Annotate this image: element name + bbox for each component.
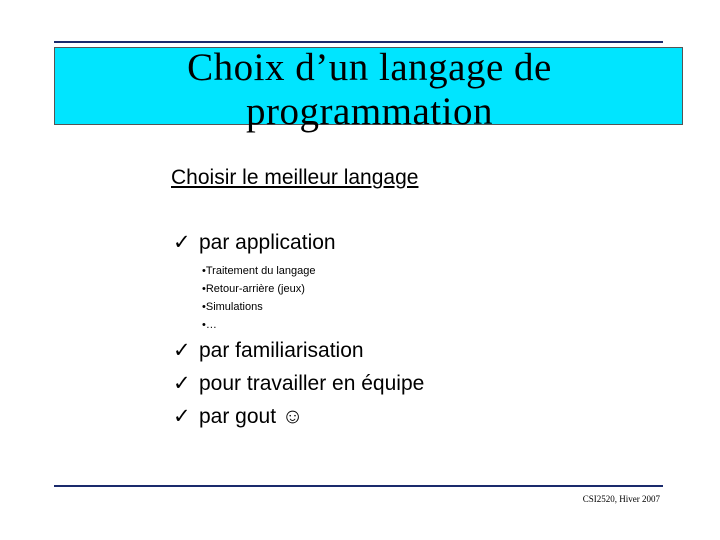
slide-subtitle: Choisir le meilleur langage [171, 166, 419, 189]
slide-title-line-1: Choix d’un langage de [187, 46, 552, 89]
check-item-label: par gout ☺ [199, 405, 304, 428]
check-item-gout [173, 404, 303, 429]
slide-title-line-2: programmation [246, 90, 493, 133]
bottom-rule [54, 485, 663, 487]
check-item-application [173, 230, 336, 255]
checkmark-icon: ✓ [173, 231, 191, 254]
check-item-familiarisation [173, 338, 364, 363]
sub-item: •Simulations [202, 301, 263, 313]
checkmark-icon: ✓ [173, 339, 191, 362]
top-rule [54, 41, 663, 43]
check-item-label: par application [199, 231, 336, 254]
title-box [54, 46, 683, 133]
sub-item: •Traitement du langage [202, 265, 316, 277]
checkmark-icon: ✓ [173, 405, 191, 428]
sub-list [202, 262, 316, 334]
check-item-equipe [173, 371, 424, 396]
check-item-label: pour travailler en équipe [199, 372, 425, 395]
sub-item: •Retour-arrière (jeux) [202, 283, 305, 295]
sub-item: •… [202, 319, 217, 331]
check-item-label: par familiarisation [199, 339, 364, 362]
checkmark-icon: ✓ [173, 372, 191, 395]
slide-footer: CSI2520, Hiver 2007 [582, 494, 660, 504]
